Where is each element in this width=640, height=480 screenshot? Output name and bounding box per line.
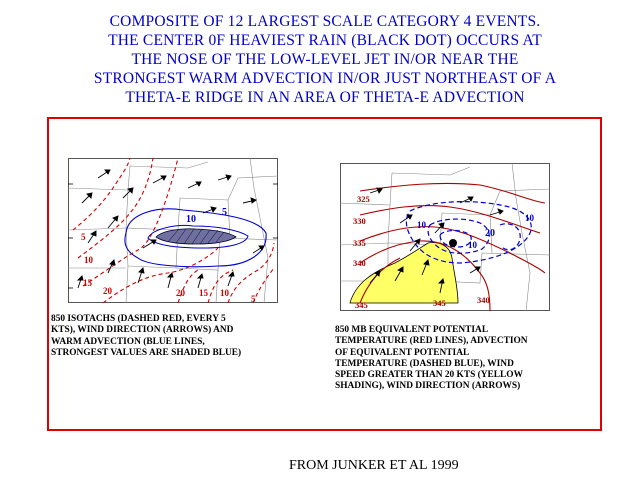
isotach-label-15-right: 15	[199, 288, 208, 298]
title-line-5: THETA-E RIDGE IN AN AREA OF THETA-E ADVECTION	[125, 89, 525, 106]
slide-title	[40, 12, 610, 107]
left-caption-line-4: STRONGEST VALUES ARE SHADED BLUE)	[51, 347, 242, 358]
isotach-label-20-right: 20	[176, 288, 185, 298]
heavy-rain-dot	[449, 239, 457, 247]
theta-e-map-svg	[340, 163, 550, 311]
isotach-label-10: 10	[84, 255, 93, 265]
right-caption-line-4: TEMPERATURE (DASHED BLUE), WIND	[335, 358, 514, 369]
advection-label-5: 5	[222, 207, 227, 218]
theta-e-map	[340, 163, 550, 311]
left-caption	[51, 314, 241, 359]
advection-label-10-left: 10	[417, 220, 426, 230]
advection-label-10: 10	[186, 214, 196, 225]
source-citation: FROM JUNKER ET AL 1999	[289, 458, 459, 473]
right-caption-line-5: SPEED GREATER THAN 20 KTS (YELLOW	[335, 370, 523, 381]
title-line-2: THE CENTER 0F HEAVIEST RAIN (BLACK DOT) OCCURS AT	[108, 32, 542, 49]
isotach-label-5: 5	[81, 232, 86, 242]
theta-e-label-340-right: 340	[477, 295, 490, 305]
theta-e-label-345-left: 345	[355, 300, 368, 310]
advection-label-10-center: 10	[468, 240, 477, 250]
theta-e-label-345-mid: 345	[433, 298, 446, 308]
left-caption-line-3: WARM ADVECTION (BLUE LINES,	[51, 336, 205, 347]
right-caption-line-1: 850 MB EQUIVALENT POTENTIAL	[335, 325, 489, 335]
right-caption-line-6: SHADING), WIND DIRECTION (ARROWS)	[335, 381, 521, 392]
title-line-1: COMPOSITE OF 12 LARGEST SCALE CATEGORY 4 EVENTS.	[109, 13, 541, 30]
isotach-map-svg	[68, 158, 278, 303]
right-caption-line-3: OF EQUIVALENT POTENTIAL	[335, 347, 470, 358]
left-caption-line-2: KTS), WIND DIRECTION (ARROWS) AND	[51, 325, 234, 336]
left-caption-line-1: 850 ISOTACHS (DASHED RED, EVERY 5	[51, 314, 226, 324]
theta-e-label-340: 340	[353, 258, 366, 268]
isotach-label-20-left: 20	[103, 286, 112, 296]
title-line-4: STRONGEST WARM ADVECTION IN/OR JUST NORTHEAST OF A	[93, 70, 557, 87]
advection-label-20: 20	[485, 228, 495, 239]
title-line-3: THE NOSE OF THE LOW-LEVEL JET IN/OR NEAR THE	[131, 51, 519, 68]
theta-e-label-335: 335	[353, 238, 366, 248]
isotach-label-5-right: 5	[251, 294, 256, 304]
isotach-label-10-right: 10	[220, 288, 229, 298]
right-caption	[335, 325, 528, 393]
isotach-label-15: 15	[83, 278, 92, 288]
theta-e-label-325: 325	[357, 194, 370, 204]
advection-label-10-far-right: 10	[525, 213, 534, 223]
isotach-map	[68, 158, 278, 303]
theta-e-label-330: 330	[353, 216, 366, 226]
right-caption-line-2: TEMPERATURE (RED LINES), ADVECTION	[335, 336, 528, 347]
